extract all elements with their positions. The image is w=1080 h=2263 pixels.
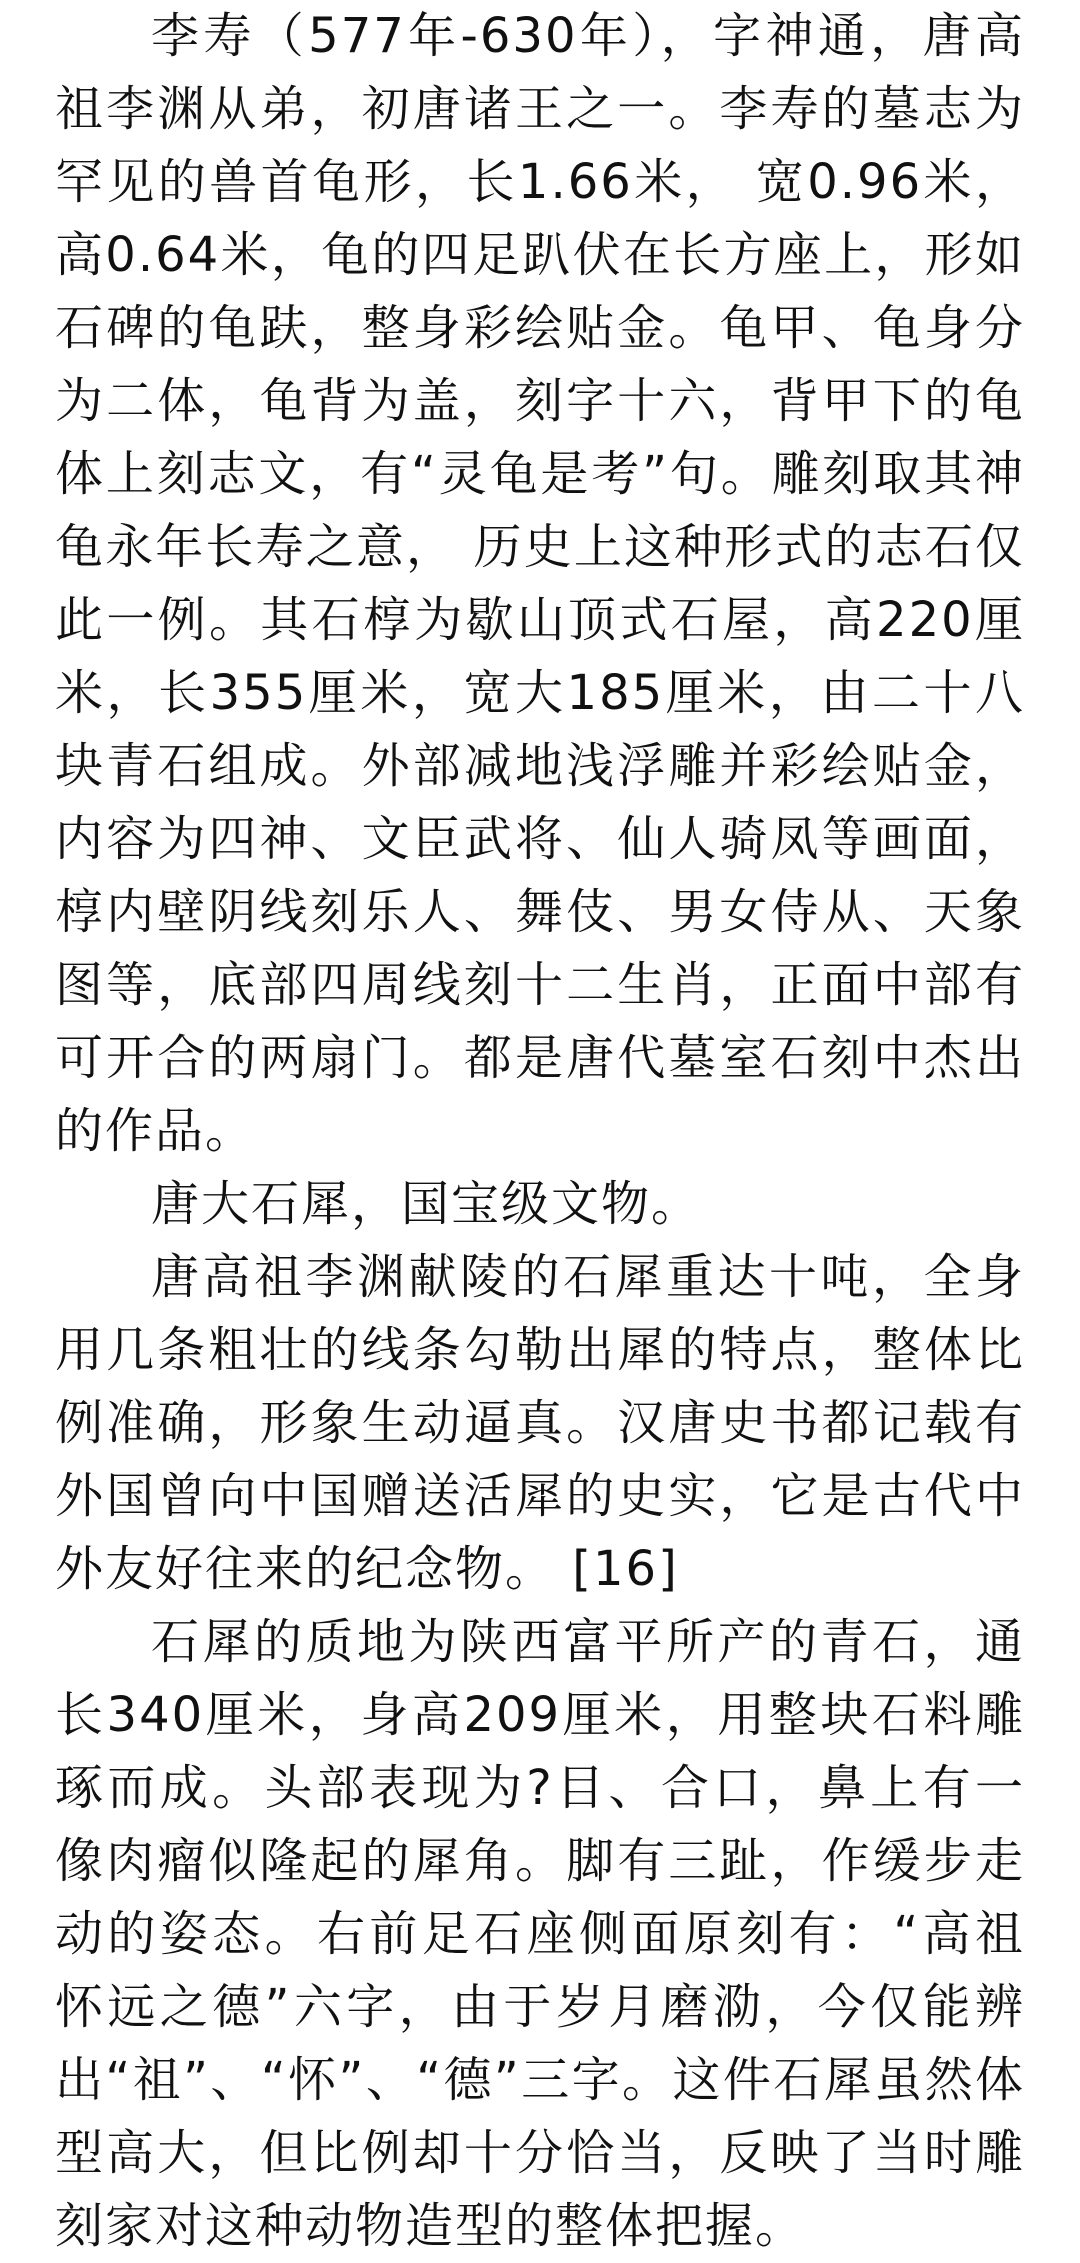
paragraph-stone-rhino-heading: 唐大石犀，国宝级文物。 [151, 1176, 702, 1232]
paragraph-rhino-description: 石犀的质地为陕西富平所产的青石，通长340厘米，身高209厘米，用整块石料雕琢而成。头部表现为?目、合口，鼻上有一像肉瘤似隆起的犀角。脚有三趾，作缓步走动的姿态。右前足石座侧面原刻有：“高祖怀远之德”六字，由于岁月磨泐，今仅能辨出“祖”、“怀”、“德”三字。这件石犀虽然体型高大，但比例却十分恰当，反映了当时雕刻家对这种动物造型的整体把握。 [55, 1614, 1025, 2254]
paragraph-li-shou: 李寿（577年-630年），字神通，唐高祖李渊从弟，初唐诸王之一。李寿的墓志为罕见的兽首龟形，长1.66米， 宽0.96米， 高0.64米，龟的四足趴伏在长方座上，形如石碑的龟趺，整身彩绘贴金。龟甲、龟身分为二体，龟背为盖，刻字十六，背甲下的龟体上刻志文，有“灵龟是考”句。雕刻取其神龟永年长寿之意， 历史上这种形式的志石仅此一例。其石椁为歇山顶式石屋，高220厘米，长355厘米，宽大185厘米，由二十八块青石组成。外部减地浅浮雕并彩绘贴金，内容为四神、文臣武将、仙人骑凤等画面，椁内壁阴线刻乐人、舞伎、男女侍从、天象图等，底部四周线刻十二生肖，正面中部有可开合的两扇门。都是唐代墓室石刻中杰出的作品。 [55, 8, 1025, 1159]
paragraph-xianling-rhino: 唐高祖李渊献陵的石犀重达十吨，全身用几条粗壮的线条勾勒出犀的特点，整体比例准确，形象生动逼真。汉唐史书都记载有外国曾向中国赠送活犀的史实，它是古代中外友好往来的纪念物。 [16] [55, 1249, 1025, 1597]
article-body [55, 0, 1025, 2263]
